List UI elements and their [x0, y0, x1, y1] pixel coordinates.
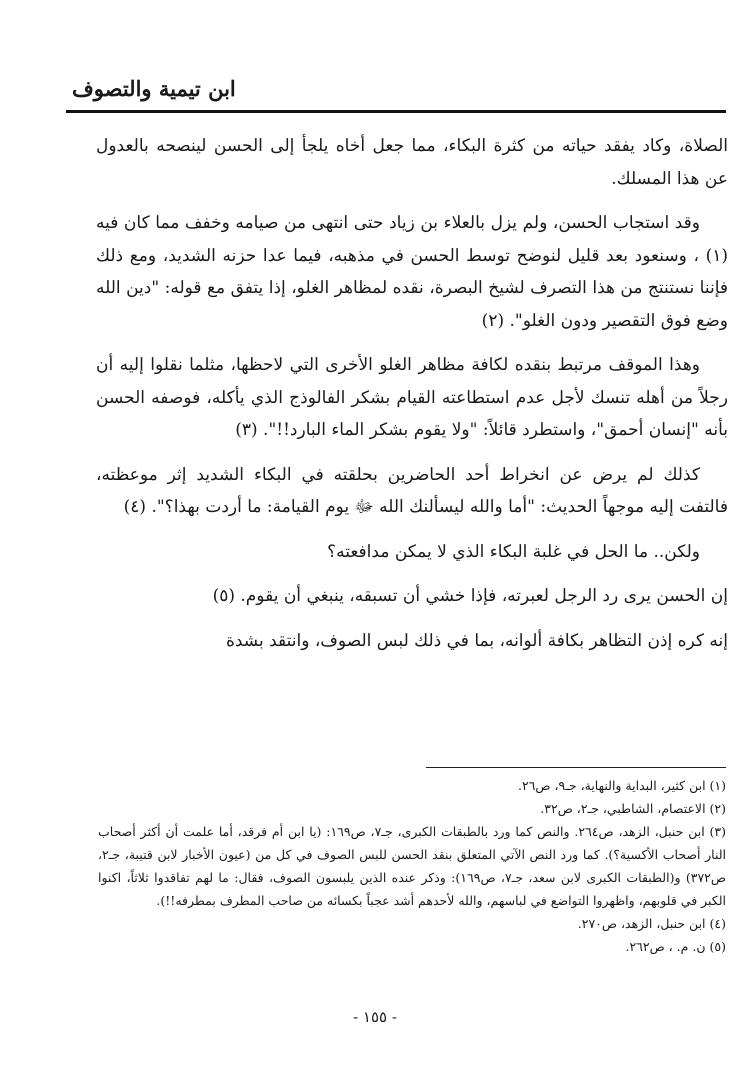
footnote-1: (١) ابن كثير، البداية والنهاية، جـ٩، ص٢٦.	[517, 778, 726, 793]
paragraph-5: ولكن.. ما الحل في غلبة البكاء الذي لا يمكن مدافعته؟	[327, 541, 700, 562]
footnote-5: (٥) ن. م. ، ص٢٦٢.	[625, 939, 726, 954]
running-header: ابن تيمية والتصوف	[72, 76, 236, 101]
footnote-2: (٢) الاعتصام، الشاطبي، جـ٢، ص٣٢.	[540, 801, 726, 816]
paragraph-4: كذلك لم يرض عن انخراط أحد الحاضرين بحلقته في البكاء الشديد إثر موعظته، فالتفت إليه موجهاً الحديث: "أما والله ليسألنك الله ﷻ يوم القيامة: ما أردت بهذا؟". (٤)	[96, 464, 728, 517]
main-text	[96, 130, 728, 669]
header-rule	[66, 110, 726, 113]
footnote-3: (٣) ابن حنبل، الزهد، ص٢٦٤. والنص كما ورد بالطبقات الكبرى، جـ٧، ص١٦٩: (يا ابن أم فرقد، أما علمت أن أكثر أصحاب النار أصحاب الأكسية؟). كما ورد النص الآتي المتعلق بنقد الحسن للبس الصوف في كل من (عيون الأخبار لابن قتيبة، جـ٢، ص٣٧٢) و(الطبقات الكبرى لابن سعد، جـ٧، ص١٦٩): وذكر عنده الذين يلبسون الصوف، فقال: ما لهم تفاقدوا ثلاثاً، اكنوا الكبر في قلوبهم، واظهروا التواضع في لباسهم، والله لأحدهم أشد عجباً بكسائه من صاحب المطرف بمطرفه!!).	[98, 824, 727, 908]
paragraph-3: وهذا الموقف مرتبط بنقده لكافة مظاهر الغلو الأخرى التي لاحظها، مثلما نقلوا إليه أن رجلاً من أهله تنسك لأجل عدم استطاعته القيام بشكر الفالوذج الذي يأكله، فوصفه الحسن بأنه "إنسان أحمق"، واستطرد قائلاً: "ولا يقوم بشكر الماء البارد!!". (٣)	[96, 355, 728, 440]
paragraph-6: إن الحسن يرى رد الرجل لعبرته، فإذا خشي أن تسبقه، ينبغي أن يقوم. (٥)	[212, 586, 728, 606]
footnote-separator	[426, 767, 726, 768]
footnotes	[98, 774, 726, 958]
page-number: - ١٥٥ -	[353, 1008, 397, 1026]
paragraph-1: الصلاة، وكاد يفقد حياته من كثرة البكاء، مما جعل أخاه يلجأ إلى الحسن لينصحه بالعدول عن هذا المسلك.	[96, 136, 728, 189]
footnote-4: (٤) ابن حنبل، الزهد، ص٢٧٠.	[577, 916, 726, 931]
paragraph-7: إنه كره إذن التظاهر بكافة ألوانه، بما في ذلك لبس الصوف، وانتقد بشدة	[225, 630, 728, 651]
paragraph-2: وقد استجاب الحسن، ولم يزل بالعلاء بن زياد حتى انتهى من صيامه وخفف مما كان فيه (١) ، وسنعود بعد قليل لنوضح توسط الحسن في مذهبه، فيما عدا حزنه الشديد، ومع ذلك فإننا نستنتج من هذا التصرف لشيخ البصرة، نقده لمظاهر الغلو، إذا يتفق مع قوله: "دين الله وضع فوق التقصير ودون الغلو". (٢)	[96, 213, 728, 331]
